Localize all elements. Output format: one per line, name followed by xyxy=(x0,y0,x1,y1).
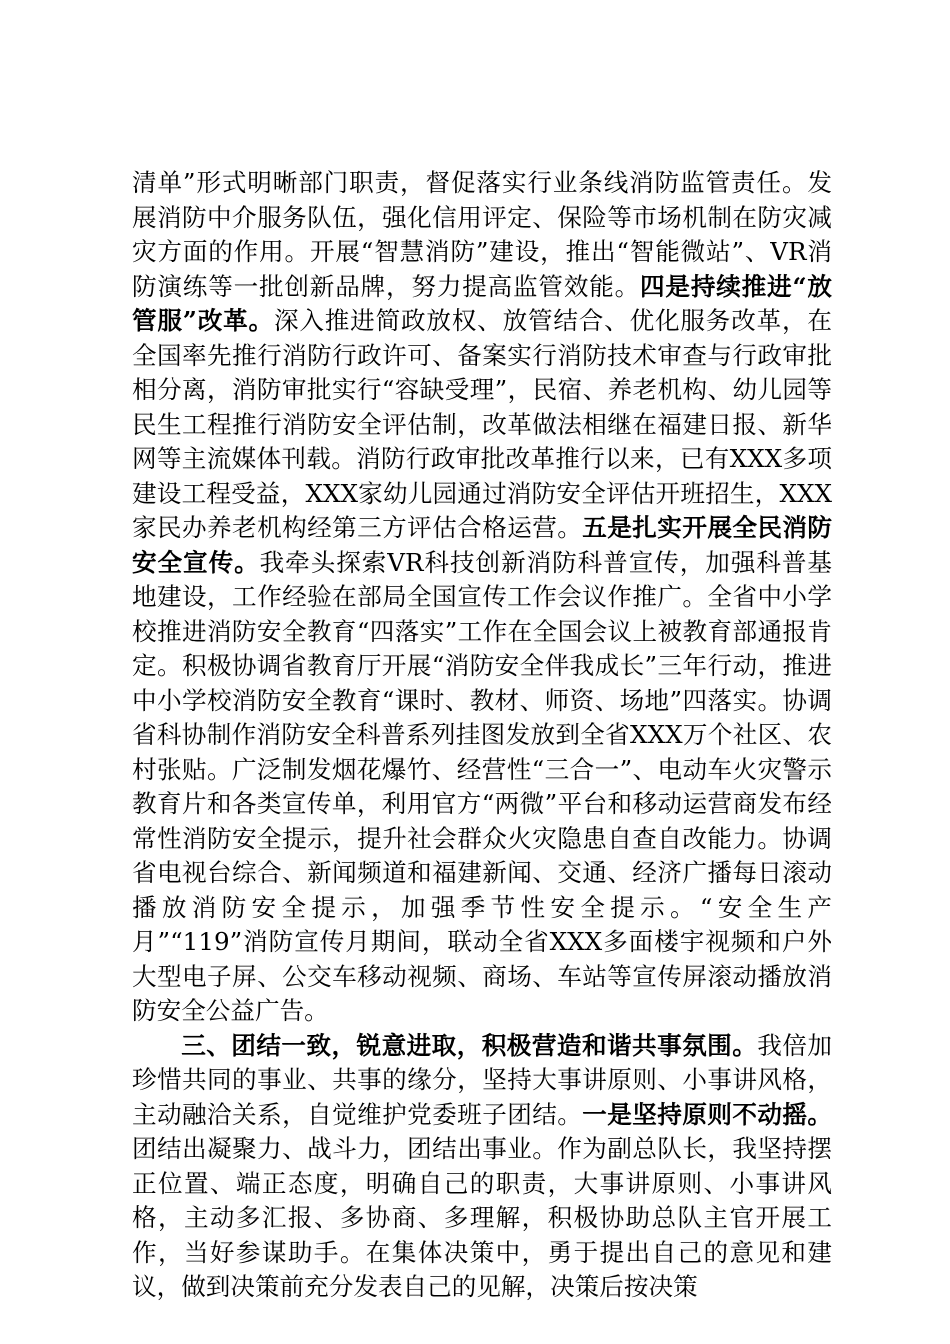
paragraph-work-report-continued xyxy=(132,166,832,1029)
paragraph-section-three xyxy=(132,1029,832,1305)
text-run: 深入推进简政放权、放管结合、优化服务改革，在全国率先推行消防行政许可、备案实行消防技术审查与行政审批相分离，消防审批实行“容缺受理”，民宿、养老机构、幼儿园等民生工程推行消防安全评估制，改革做法相继在福建日报、新华网等主流媒体刊载。消防行政审批改革推行以来，已有XXX多项建设工程受益，XXX家幼儿园通过消防安全评估开班招生，XXX家民办养老机构经第三方评估合格运营。 xyxy=(132,306,832,542)
heading-run-five: 五是扎实开展全民消防安全宣传。 xyxy=(132,513,832,577)
section-heading-three: 三、团结一致，锐意进取，积极营造和谐共事氛围。 xyxy=(181,1030,758,1060)
text-run: 我牵头探索VR科技创新消防科普宣传，加强科普基地建设，工作经验在部局全国宣传工作会议作推广。全省中小学校推进消防安全教育“四落实”工作在全国会议上被教育部通报肯定。积极协调省教育厅开展“消防安全伴我成长”三年行动，推进中小学校消防安全教育“课时、教材、师资、场地”四落实。协调省科协制作消防安全科普系列挂图发放到全省XXX万个社区、农村张贴。广泛制发烟花爆竹、经营性“三合一”、电动车火灾警示教育片和各类宣传单，利用官方“两微”平台和移动运营商发布经常性消防安全提示，提升社会群众火灾隐患自查自改能力。协调省电视台综合、新闻频道和福建新闻、交通、经济广播每日滚动播放消防安全提示，加强季节性安全提示。“安全生产月”“119”消防宣传月期间，联动全省XXX多面楼宇视频和户外大型电子屏、公交车移动视频、商场、车站等宣传屏滚动播放消防安全公益广告。 xyxy=(132,547,832,1025)
text-run: 团结出凝聚力、战斗力，团结出事业。作为副总队长，我坚持摆正位置、端正态度，明确自己的职责，大事讲原则、小事讲风格，主动多汇报、多协商、多理解，积极协助总队主官开展工作，当好参谋助手。在集体决策中，勇于提出自己的意见和建议，做到决策前充分发表自己的见解，决策后按决策 xyxy=(132,1134,832,1301)
text-run: 清单”形式明晰部门职责，督促落实行业条线消防监管责任。发展消防中介服务队伍，强化信用评定、保险等市场机制在防灾减灾方面的作用。开展“智慧消防”建设，推出“智能微站”、VR消防演练等一批创新品牌，努力提高监管效能。 xyxy=(132,168,832,301)
heading-run-one: 一是坚持原则不动摇。 xyxy=(582,1099,832,1129)
text-run: 我倍加珍惜共同的事业、共事的缘分，坚持大事讲原则、小事讲风格，主动融洽关系，自觉维护党委班子团结。 xyxy=(132,1030,832,1129)
heading-run-four: 四是持续推进“放管服”改革。 xyxy=(132,271,832,335)
document-page xyxy=(132,166,832,1305)
